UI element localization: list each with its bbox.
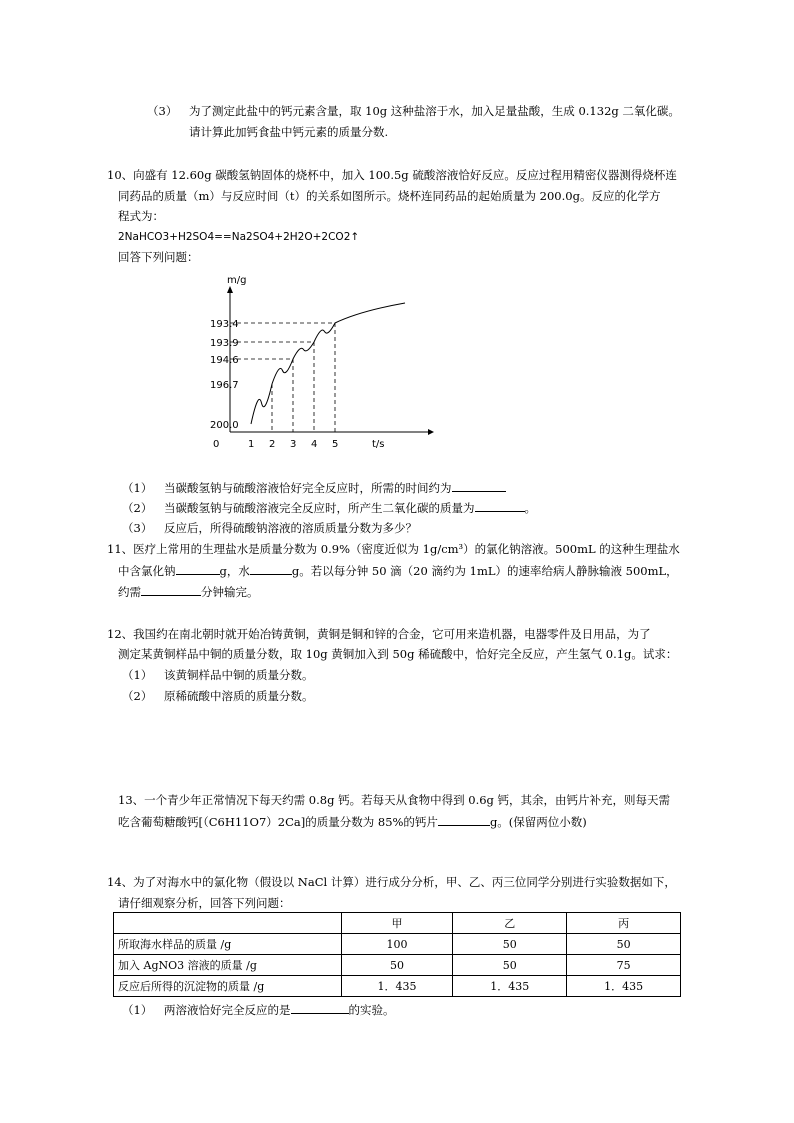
q11-line2: 中含氯化钠 g，水 g。若以每分钟 50 滴（20 滴约为 1mL）的速率给病人静脉输液 500mL， — [118, 564, 678, 578]
x-tick-label: 1 — [248, 439, 255, 450]
q11-line1: 11、医疗上常用的生理盐水是质量分数为 0.9%（密度近似为 1g/cm³）的氯化钠溶液。500mL 的这种生理盐水 — [107, 542, 680, 556]
q10-sub1-blank[interactable] — [452, 480, 506, 492]
q12-sub1: （1） 该黄铜样品中铜的质量分数。 — [122, 668, 314, 682]
table-cell: 50 — [567, 934, 681, 955]
y-tick-label: 196.7 — [210, 380, 239, 391]
x-axis-arrow — [428, 429, 434, 435]
table-cell: 50 — [453, 955, 567, 976]
q10-equation: 2NaHCO3+H2SO4==Na2SO4+2H2O+2CO2↑ — [118, 231, 360, 243]
q12-sub2: （2） 原稀硫酸中溶质的质量分数。 — [122, 689, 314, 703]
q14-data-table — [113, 912, 681, 997]
table-row — [114, 934, 681, 955]
q9-part3-number: （3） — [147, 104, 178, 118]
q11-minutes-blank[interactable] — [141, 584, 201, 596]
table-cell: 1．435 — [453, 976, 567, 997]
q14-sub1: （1） 两溶液恰好完全反应的是 的实验。 — [122, 1003, 395, 1017]
table-cell: 75 — [567, 955, 681, 976]
table-cell: 100 — [341, 934, 453, 955]
q10-line2: 同药品的质量（m）与反应时间（t）的关系如图所示。烧杯连同药品的起始质量为 200.0g。反应的化学方 — [118, 189, 661, 203]
q11-sodium-chloride-blank[interactable] — [176, 563, 220, 575]
q13-line2: 吃含葡萄糖酸钙[（C6H11O7）2Ca]的质量分数为 85%的钙片 g。(保留两位小数) — [118, 815, 587, 829]
q11-water-blank[interactable] — [250, 563, 292, 575]
q10-sub2-blank[interactable] — [475, 500, 525, 512]
mass-curve-line — [251, 303, 405, 424]
table-cell: 加入 AgNO3 溶液的质量 /g — [114, 955, 342, 976]
x-tick-label: 5 — [332, 439, 339, 450]
q10-prompt: 回答下列问题： — [118, 250, 199, 264]
table-cell: 50 — [453, 934, 567, 955]
table-cell: 50 — [341, 955, 453, 976]
q10-line1: 10、向盛有 12.60g 碳酸氢钠固体的烧杯中，加入 100.5g 硫酸溶液恰好反应。反应过程用精密仪器测得烧杯连 — [107, 168, 677, 182]
y-tick-label: 193.4 — [210, 319, 239, 330]
table-row — [114, 976, 681, 997]
x-tick-label: 2 — [269, 439, 276, 450]
table-cell: 反应后所得的沉淀物的质量 /g — [114, 976, 342, 997]
mass-time-chart — [200, 265, 440, 455]
q10-sub1: （1） 当碳酸氢钠与硫酸溶液恰好完全反应时，所需的时间约为 — [122, 480, 506, 495]
x-tick-label: 4 — [311, 439, 318, 450]
y-axis-arrow — [227, 286, 233, 293]
y-tick-label: 193.9 — [210, 338, 239, 349]
q12-line2: 测定某黄铜样品中铜的质量分数，取 10g 黄铜加入到 50g 稀硫酸中，恰好完全反应，产生氢气 0.1g。试求： — [118, 647, 678, 661]
x-tick-label: 0 — [213, 439, 220, 450]
q11-line3: 约需 分钟输完。 — [118, 585, 259, 599]
q13-line1: 13、一个青少年正常情况下每天约需 0.8g 钙。若每天从食物中得到 0.6g 钙，其余，由钙片补充，则每天需 — [118, 793, 671, 807]
table-cell: 1．435 — [341, 976, 453, 997]
y-axis-label: m/g — [227, 275, 247, 286]
q13-tablet-blank[interactable] — [438, 814, 490, 826]
table-cell: 所取海水样品的质量 /g — [114, 934, 342, 955]
table-header-cell — [114, 913, 342, 934]
q10-sub3: （3） 反应后，所得硫酸钠溶液的溶质质量分数为多少？ — [122, 521, 417, 535]
q9-part3-line2: 请计算此加钙食盐中钙元素的质量分数. — [189, 125, 389, 139]
table-header-cell: 乙 — [453, 913, 567, 934]
q10-sub2: （2） 当碳酸氢钠与硫酸溶液完全反应时，所产生二氧化碳的质量为 。 — [122, 501, 536, 515]
table-header-cell: 丙 — [567, 913, 681, 934]
table-row — [114, 955, 681, 976]
q10-line3: 程式为： — [118, 209, 164, 223]
q9-part3-line1: （3） 为了测定此盐中的钙元素含量，取 10g 这种盐溶于水，加入足量盐酸，生成 0.132g 二氧化碳。 — [147, 104, 680, 118]
q14-line1: 14、为了对海水中的氯化物（假设以 NaCl 计算）进行成分分析，甲、乙、丙三位同学分别进行实验数据如下， — [107, 875, 676, 889]
table-cell: 1．435 — [567, 976, 681, 997]
x-axis-label: t/s — [372, 439, 385, 450]
y-tick-label: 200.0 — [210, 420, 239, 431]
table-header-row — [114, 913, 681, 934]
q14-line2: 请仔细观察分析，回答下列问题： — [118, 896, 291, 910]
q12-line1: 12、我国约在南北朝时就开始冶铸黄铜，黄铜是铜和锌的合金，它可用来造机器，电器零件及日用品，为了 — [107, 627, 651, 641]
y-tick-label: 194.6 — [210, 355, 239, 366]
x-tick-label: 3 — [290, 439, 297, 450]
table-header-cell: 甲 — [341, 913, 453, 934]
q14-sub1-blank[interactable] — [291, 1002, 349, 1014]
